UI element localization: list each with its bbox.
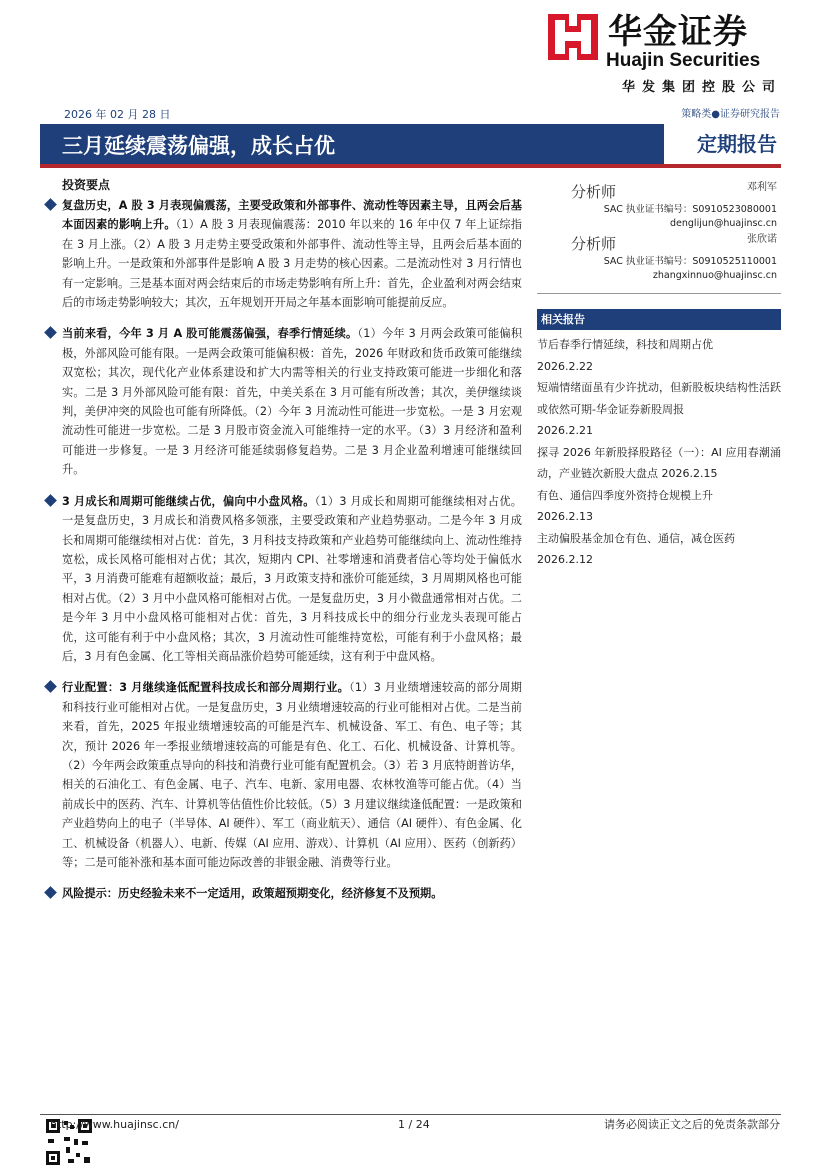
related-report-title[interactable]: 短端情绪面虽有少许扰动，但新股板块结构性活跃或依然可期-华金证券新股周报: [537, 381, 781, 416]
diamond-bullet-icon: [44, 198, 57, 211]
sidebar-divider: [537, 293, 781, 294]
footer-divider: [40, 1114, 781, 1115]
related-report-title[interactable]: 探寻 2026 年新股择股路径（一）：AI 应用春潮涌动，产业链次新股大盘点 2026.2.15: [537, 445, 781, 480]
key-point-lead: 行业配置：3 月继续逢低配置科技成长和部分周期行业。: [62, 681, 350, 695]
key-point-paragraph: [44, 196, 522, 312]
analyst-card: [537, 178, 781, 230]
related-report-date: 2026.2.21: [537, 424, 593, 437]
footer-disclaimer-note: 请务必阅读正文之后的免责条款部分: [604, 1118, 780, 1131]
title-bar: [40, 124, 781, 168]
key-point-paragraph: [44, 324, 522, 479]
key-point-body: （1）3 月业绩增速较高的部分周期和科技行业可能相对占优。一是复盘历史，3 月业绩增速较高的行业可能相对占优。二是当前来看，首先，2025 年报业绩增速较高的可能是汽车、机械设备、军工、有色、电子等；其次，预计 2026 年一季报业绩增速较高的可能是有色、化工、石化、机械设备、计算机等。（2）今年两会政策重点导向的科技和消费行业可能有配置机会。（3）若 3 月底特朗普访华，相关的石油化工、有色金属、电子、汽车、电新、家用电器、农林牧渔等可能占优。（4）当前成长中的医药、汽车、计算机等估值性价比较低。（5）3 月建议继续逢低配置：一是政策和产业趋势向上的电子（半导体、AI 硬件）、军工（商业航天）、通信（AI 硬件）、有色金属、化工、机械设备（机器人）、电新、传媒（AI 应用、游戏）、计算机（AI 应用）、医药（创新药）等；二是可能补涨和基本面可能边际改善的非银金融、消费等行业。: [62, 681, 522, 869]
sidebar: [537, 178, 781, 571]
report-date: 2026 年 02 月 28 日: [64, 108, 171, 121]
huajin-logo-icon: [548, 14, 598, 60]
analyst-card: [537, 230, 781, 282]
analyst-name: 邓利军: [747, 182, 777, 193]
diamond-bullet-icon: [44, 887, 57, 900]
section-title: 投资要点: [62, 178, 111, 192]
report-category: 策略类●证券研究报告: [681, 109, 780, 120]
related-report-title[interactable]: 主动偏股基金加仓有色、通信，减仓医药: [537, 531, 735, 545]
footer-website-link[interactable]: http://www.huajinsc.cn/: [50, 1118, 179, 1131]
risk-warning-paragraph: [44, 884, 522, 903]
brand-subtitle: 华发集团控股公司: [621, 80, 782, 95]
key-point-body: （1）A 股 3 月表现偏震荡：2010 年以来的 16 年中仅 7 年上证综指在 3 月上涨。（2）A 股 3 月走势主要受政策和外部事件、流动性等主导，且两会后基本面的影响上升。一是政策和外部事件是影响 A 股 3 月走势的核心因素。二是流动性对 3 月行情也有一定影响。三是基本面对两会结束后的市场走势影响有所上升：首先，企业盈利对两会结束后的市场走势影响较大；其次，五年规划开开局之年基本面影响可能提前反应。: [62, 218, 522, 310]
analyst-name: 张欣诺: [747, 234, 777, 245]
related-report-title[interactable]: 有色、通信四季度外资持仓规模上升: [537, 488, 713, 502]
report-type-box: [663, 124, 781, 164]
page-number: 1 / 24: [398, 1118, 430, 1131]
diamond-bullet-icon: [44, 494, 57, 507]
related-reports-list: [537, 334, 781, 571]
related-report-date: 2026.2.12: [537, 553, 593, 566]
risk-warning-lead: 风险提示：历史经验未来不一定适用，政策超预期变化，经济修复不及预期。: [62, 887, 443, 901]
key-point-paragraph: [44, 678, 522, 872]
key-point-lead: 3 月成长和周期可能继续占优，偏向中小盘风格。: [62, 494, 315, 508]
brand-name-en: Huajin Securities: [606, 50, 761, 71]
analyst-cert: SAC 执业证书编号：S0910523080001: [603, 204, 777, 215]
related-report-title[interactable]: 节后春季行情延续，科技和周期占优: [537, 338, 713, 351]
main-content: [44, 176, 522, 916]
report-type: 定期报告: [697, 132, 777, 156]
diamond-bullet-icon: [44, 680, 57, 693]
key-point-body: （1）今年 3 月两会政策可能偏积极，外部风险可能有限。一是两会政策可能偏积极：首先，2026 年财政和货币政策可能继续双宽松；其次，现代化产业体系建设和扩大内需等相关的行业支持政策可能进一步细化和落实。二是 3 月外部风险可能有限：首先，中美关系在 3 月可能有所改善；其次，美伊继续谈判，美伊冲突的风险也可能有所降低。（2）今年 3 月流动性可能进一步宽松。一是 3 月宏观流动性可能进一步宽松。二是 3 月股市资金流入可能维持一定的水平。（3）3 月经济和盈利可能进一步修复。一是 3 月经济可能延续弱修复趋势。二是 3 月企业盈利增速可能继续回升。: [62, 327, 523, 477]
key-point-lead: 复盘历史，A 股 3 月表现偏震荡，主要受政策和外部事件、流动性等因素主导，且两会后基本面因素的影响上升。: [62, 199, 522, 232]
analyst-cert: SAC 执业证书编号：S0910525110001: [603, 256, 777, 267]
analyst-email[interactable]: zhangxinnuo@huajinsc.cn: [652, 270, 777, 281]
brand-name-cn: 华金证券: [608, 12, 748, 52]
key-point-body: （1）3 月成长和周期可能继续相对占优。一是复盘历史，3 月成长和消费风格多领涨，主要受政策和产业趋势驱动。二是今年 3 月成长和周期可能继续相对占优：首先，3 月科技支持政策和产业趋势可能继续向上、流动性维持宽松，成长风格可能相对占优；其次，短期内 CPI、社零增速和消费者信心等均处于偏低水平，3 月消费可能难有超额收益；最后，3 月政策支持和涨价可能延续，3 月周期风格也可能相对占优。（2）3 月中小盘风格可能相对占优。一是复盘历史，3 月小微盘通常相对占优。二是今年 3 月中小盘风格可能相对占优：首先，3 月科技成长中的细分行业龙头表现可能占优，这可能有利于中小盘风格；其次，3 月流动性可能维持宽松，可能有利于小盘风格；最后，3 月有色金属、化工等相关商品涨价趋势可能延续，这有利于中盘风格。: [62, 494, 522, 663]
analyst-label: 分析师: [571, 183, 617, 201]
key-point-lead: 当前来看，今年 3 月 A 股可能震荡偏强，春季行情延续。: [62, 327, 358, 341]
diamond-bullet-icon: [44, 327, 57, 340]
related-reports-header: 相关报告: [537, 309, 781, 330]
analyst-label: 分析师: [571, 235, 617, 253]
related-report-date: 2026.2.13: [537, 510, 593, 523]
analyst-email[interactable]: denglijun@huajinsc.cn: [670, 218, 777, 229]
report-title: 三月延续震荡偏强，成长占优: [62, 134, 335, 158]
related-report-date: 2026.2.22: [537, 359, 593, 373]
key-point-paragraph: [44, 492, 522, 667]
